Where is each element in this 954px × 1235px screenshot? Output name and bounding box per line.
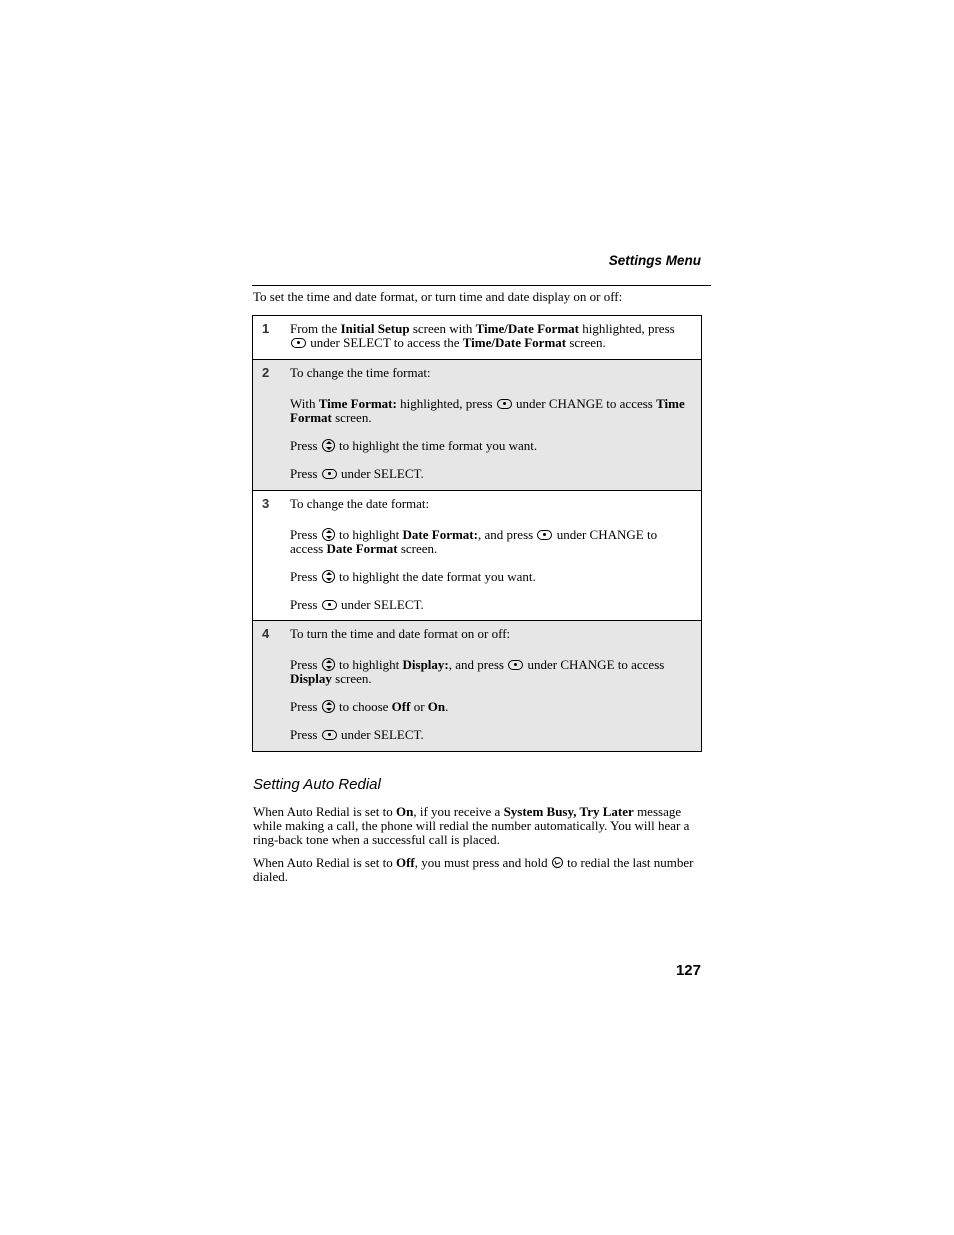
navigation-key-icon <box>322 439 335 452</box>
step-lead: To turn the time and date format on or off: <box>290 626 511 641</box>
step-lead: To change the time format: <box>290 365 431 380</box>
step-instruction: Press under SELECT. <box>290 597 424 612</box>
send-key-icon <box>552 857 563 868</box>
step-row-4 <box>253 620 701 751</box>
step-number: 3 <box>262 496 270 511</box>
step-number: 4 <box>262 626 270 641</box>
step-instruction: Press under SELECT. <box>290 727 424 742</box>
step-body <box>253 316 701 350</box>
menu-key-icon <box>322 730 337 740</box>
step-body <box>253 360 701 481</box>
navigation-key-icon <box>322 700 335 713</box>
step-instruction: Press to choose Off or On. <box>290 699 449 714</box>
menu-key-icon <box>322 600 337 610</box>
step-body <box>253 491 701 612</box>
menu-key-icon <box>497 399 512 409</box>
step-instruction: Press to highlight the time format you want. <box>290 438 538 453</box>
step-row-2 <box>253 359 701 490</box>
step-lead: To change the date format: <box>290 496 430 511</box>
step-instruction: With Time Format: highlighted, press under CHANGE to access Time Format screen. <box>290 396 685 425</box>
body-paragraph: When Auto Redial is set to On, if you receive a System Busy, Try Later message while making a call, the phone will redial the number automatically. You will hear a ring-back tone when a successful call is placed. <box>253 804 690 847</box>
subsection-title: Setting Auto Redial <box>253 776 381 793</box>
navigation-key-icon <box>322 570 335 583</box>
intro-text: To set the time and date format, or turn time and date display on or off: <box>253 289 623 304</box>
menu-key-icon <box>537 530 552 540</box>
step-instruction: Press under SELECT. <box>290 466 424 481</box>
running-header: Settings Menu <box>608 253 701 268</box>
navigation-key-icon <box>322 528 335 541</box>
menu-key-icon <box>291 338 306 348</box>
step-row-1 <box>253 316 701 359</box>
menu-key-icon <box>322 469 337 479</box>
navigation-key-icon <box>322 658 335 671</box>
step-instruction: Press to highlight the date format you want. <box>290 569 536 584</box>
step-instruction: Press to highlight Date Format:, and press under CHANGE to access Date Format screen. <box>290 527 658 556</box>
body-paragraph: When Auto Redial is set to Off, you must press and hold to redial the last number dialed. <box>253 855 694 884</box>
step-number: 2 <box>262 365 270 380</box>
step-row-3 <box>253 490 701 620</box>
header-rule <box>252 285 711 286</box>
menu-key-icon <box>508 660 523 670</box>
steps-table <box>252 315 702 752</box>
step-instruction: From the Initial Setup screen with Time/Date Format highlighted, press under SELECT to access the Time/Date Format screen. <box>290 321 675 350</box>
step-instruction: Press to highlight Display:, and press under CHANGE to access Display screen. <box>290 657 665 686</box>
page-number: 127 <box>675 962 701 979</box>
step-number: 1 <box>262 321 270 336</box>
step-body <box>253 621 701 742</box>
